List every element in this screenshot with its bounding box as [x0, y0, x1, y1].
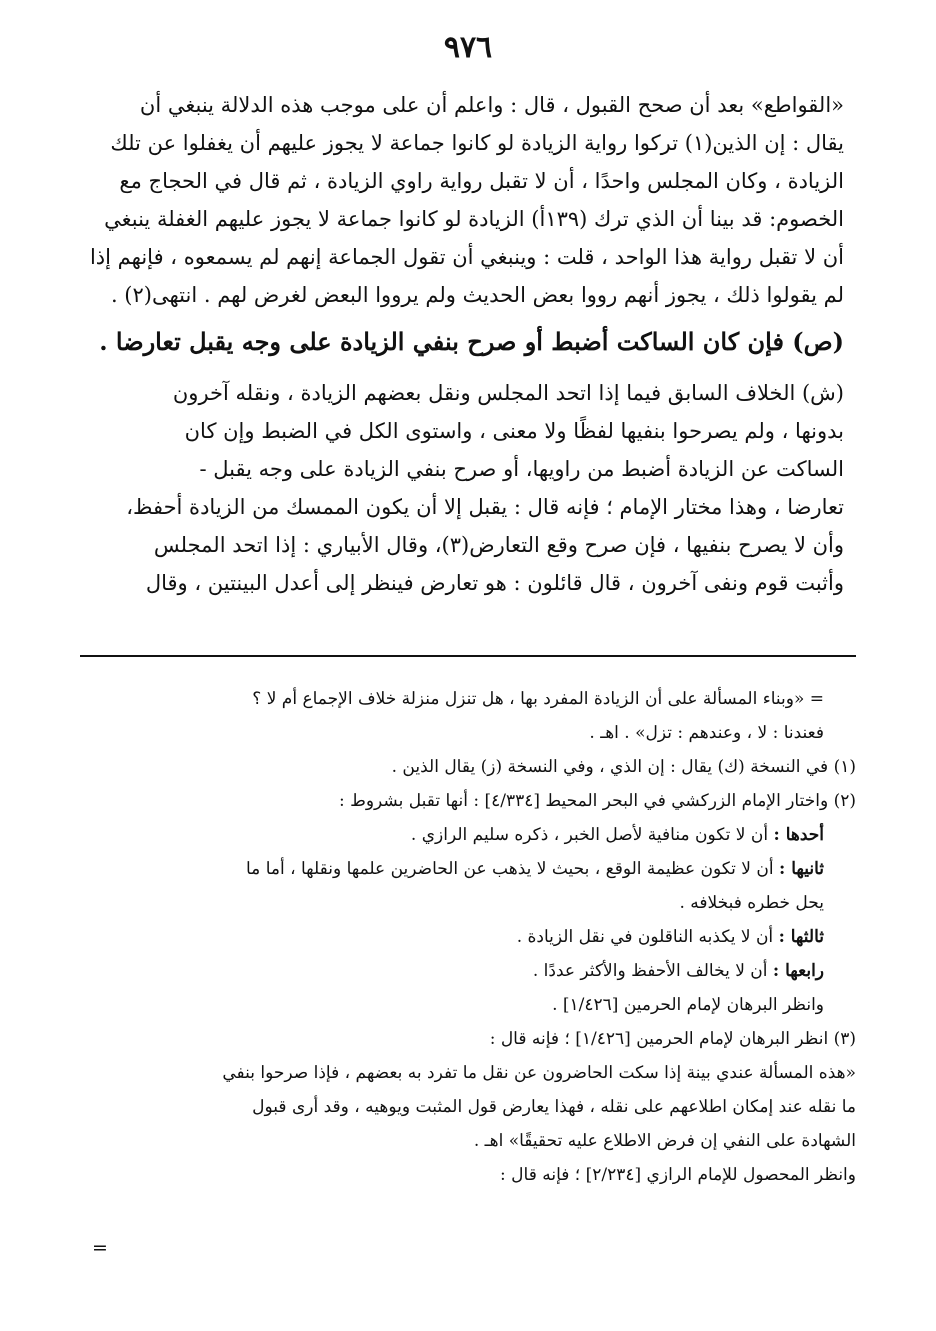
footnote-3: (٣) انظر البرهان لإمام الحرمين [١/٤٢٦] ؛ فإنه قال :	[489, 1029, 856, 1049]
sharh-line: بدونها ، ولم يصرحوا بنفيها لفظًا ولا معنى ، واستوى الكل في الضبط وإن كان	[184, 419, 844, 443]
condition-label: أحدها :	[773, 825, 824, 845]
condition-text: أن لا يكذبه الناقلون في نقل الزيادة .	[516, 927, 779, 947]
footnote-3-quote: «هذه المسألة عندي بينة إذا سكت الحاضرون عن نقل ما تفرد به بعضهم ، فإذا صرحوا بنفي	[222, 1063, 856, 1083]
condition-text: أن لا تكون عظيمة الوقع ، بحيث لا يذهب عن الحاضرين علمها ونقلها ، أما ما	[246, 859, 780, 879]
condition-label: ثالثها :	[778, 927, 824, 947]
condition-text: أن لا يخالف الأحفظ والأكثر عددًا .	[532, 961, 773, 981]
sharh-line: الساكت عن الزيادة أضبط من راويها، أو صرح بنفي الزيادة على وجه يقبل -	[199, 457, 844, 481]
footnote-2-ref: وانظر البرهان لإمام الحرمين [١/٤٢٦] .	[552, 995, 824, 1015]
sharh-line: وأن لا يصرح بنفيها ، فإن صرح وقع التعارض(٣)، وقال الأبياري : إذا اتحد المجلس	[153, 533, 844, 557]
condition-1	[80, 818, 856, 852]
sharh-line: تعارضا ، وهذا مختار الإمام ؛ فإنه قال : يقبل إلا أن يكون الممسك من الزيادة أحفظ،	[126, 495, 844, 519]
condition-2	[80, 852, 856, 886]
footnote-continuation: فعندنا : لا ، وعندهم : تزل» . اهـ .	[589, 723, 824, 743]
footnote-3-quote: ما نقله عند إمكان اطلاعهم على نقله ، فهذا يعارض قول المثبت ويوهيه ، وقد أرى قبول	[252, 1097, 856, 1117]
body-line: «القواطع» بعد أن صحح القبول ، قال : واعلم أن على موجب هذه الدلالة ينبغي أن	[139, 93, 844, 117]
condition-label: رابعها :	[772, 961, 824, 981]
footnote-continuation: = «وبناء المسألة على أن الزيادة المفرد بها ، هل تنزل منزلة خلاف الإجماع أم لا ؟	[252, 689, 824, 709]
condition-4	[80, 954, 856, 988]
footnote-3-quote: الشهادة على النفي إن فرض الاطلاع عليه تحقيقًا» اهـ .	[473, 1131, 856, 1151]
condition-3	[80, 920, 856, 954]
footnote-2: (٢) واختار الإمام الزركشي في البحر المحيط [٤/٣٣٤] : أنها تقبل بشروط :	[338, 791, 856, 811]
condition-2-cont: يحل خطره فبخلافه .	[679, 893, 824, 913]
footnote-1: (١) في النسخة (ك) يقال : إن الذي ، وفي النسخة (ز) يقال الذين .	[391, 757, 856, 777]
condition-label: ثانيها :	[779, 859, 824, 879]
page-number: ٩٧٦	[443, 30, 493, 65]
sharh-line: (ش) الخلاف السابق فيما إذا اتحد المجلس ونقل بعضهم الزيادة ، ونقله آخرون	[172, 381, 844, 405]
body-line: الخصوم: قد بينا أن الذي ترك (١٣٩أ) الزيادة لو كانوا جماعة لا يجوز عليهم الغفلة ينبغي	[104, 207, 844, 231]
body-line: أن لا تقبل رواية هذا الواحد ، قلت : وينبغي أن تقول الجماعة إنهم لم يسمعوه ، فإنهم إذا	[89, 245, 844, 269]
footnotes	[80, 682, 856, 1192]
body-line: يقال : إن الذين(١) تركوا رواية الزيادة لو كانوا جماعة لا يجوز عليهم أن يغفلوا عن تلك	[110, 131, 844, 155]
footnote-separator	[80, 655, 856, 657]
body-line: لم يقولوا ذلك ، يجوز أنهم رووا بعض الحديث ولم يرووا البعض لغرض لهم . انتهى(٢) .	[110, 283, 844, 307]
main-text	[74, 86, 844, 602]
section-heading: (ص) فإن كان الساكت أضبط أو صرح بنفي الزيادة على وجه يقبل تعارضا .	[99, 327, 844, 356]
sharh-line: وأثبت قوم ونفى آخرون ، قال قائلون : هو تعارض فينظر إلى أعدل البينتين ، وقال	[145, 571, 844, 595]
footnote-3-last: وانظر المحصول للإمام الرازي [٢/٢٣٤] ؛ فإنه قال :	[500, 1165, 856, 1185]
continuation-mark: =	[92, 1237, 108, 1259]
body-line: الزيادة ، وكان المجلس واحدًا ، أن لا تقبل رواية راوي الزيادة ، ثم قال في الحجاج مع	[119, 169, 844, 193]
condition-text: أن لا تكون منافية لأصل الخبر ، ذكره سليم الرازي .	[410, 825, 774, 845]
